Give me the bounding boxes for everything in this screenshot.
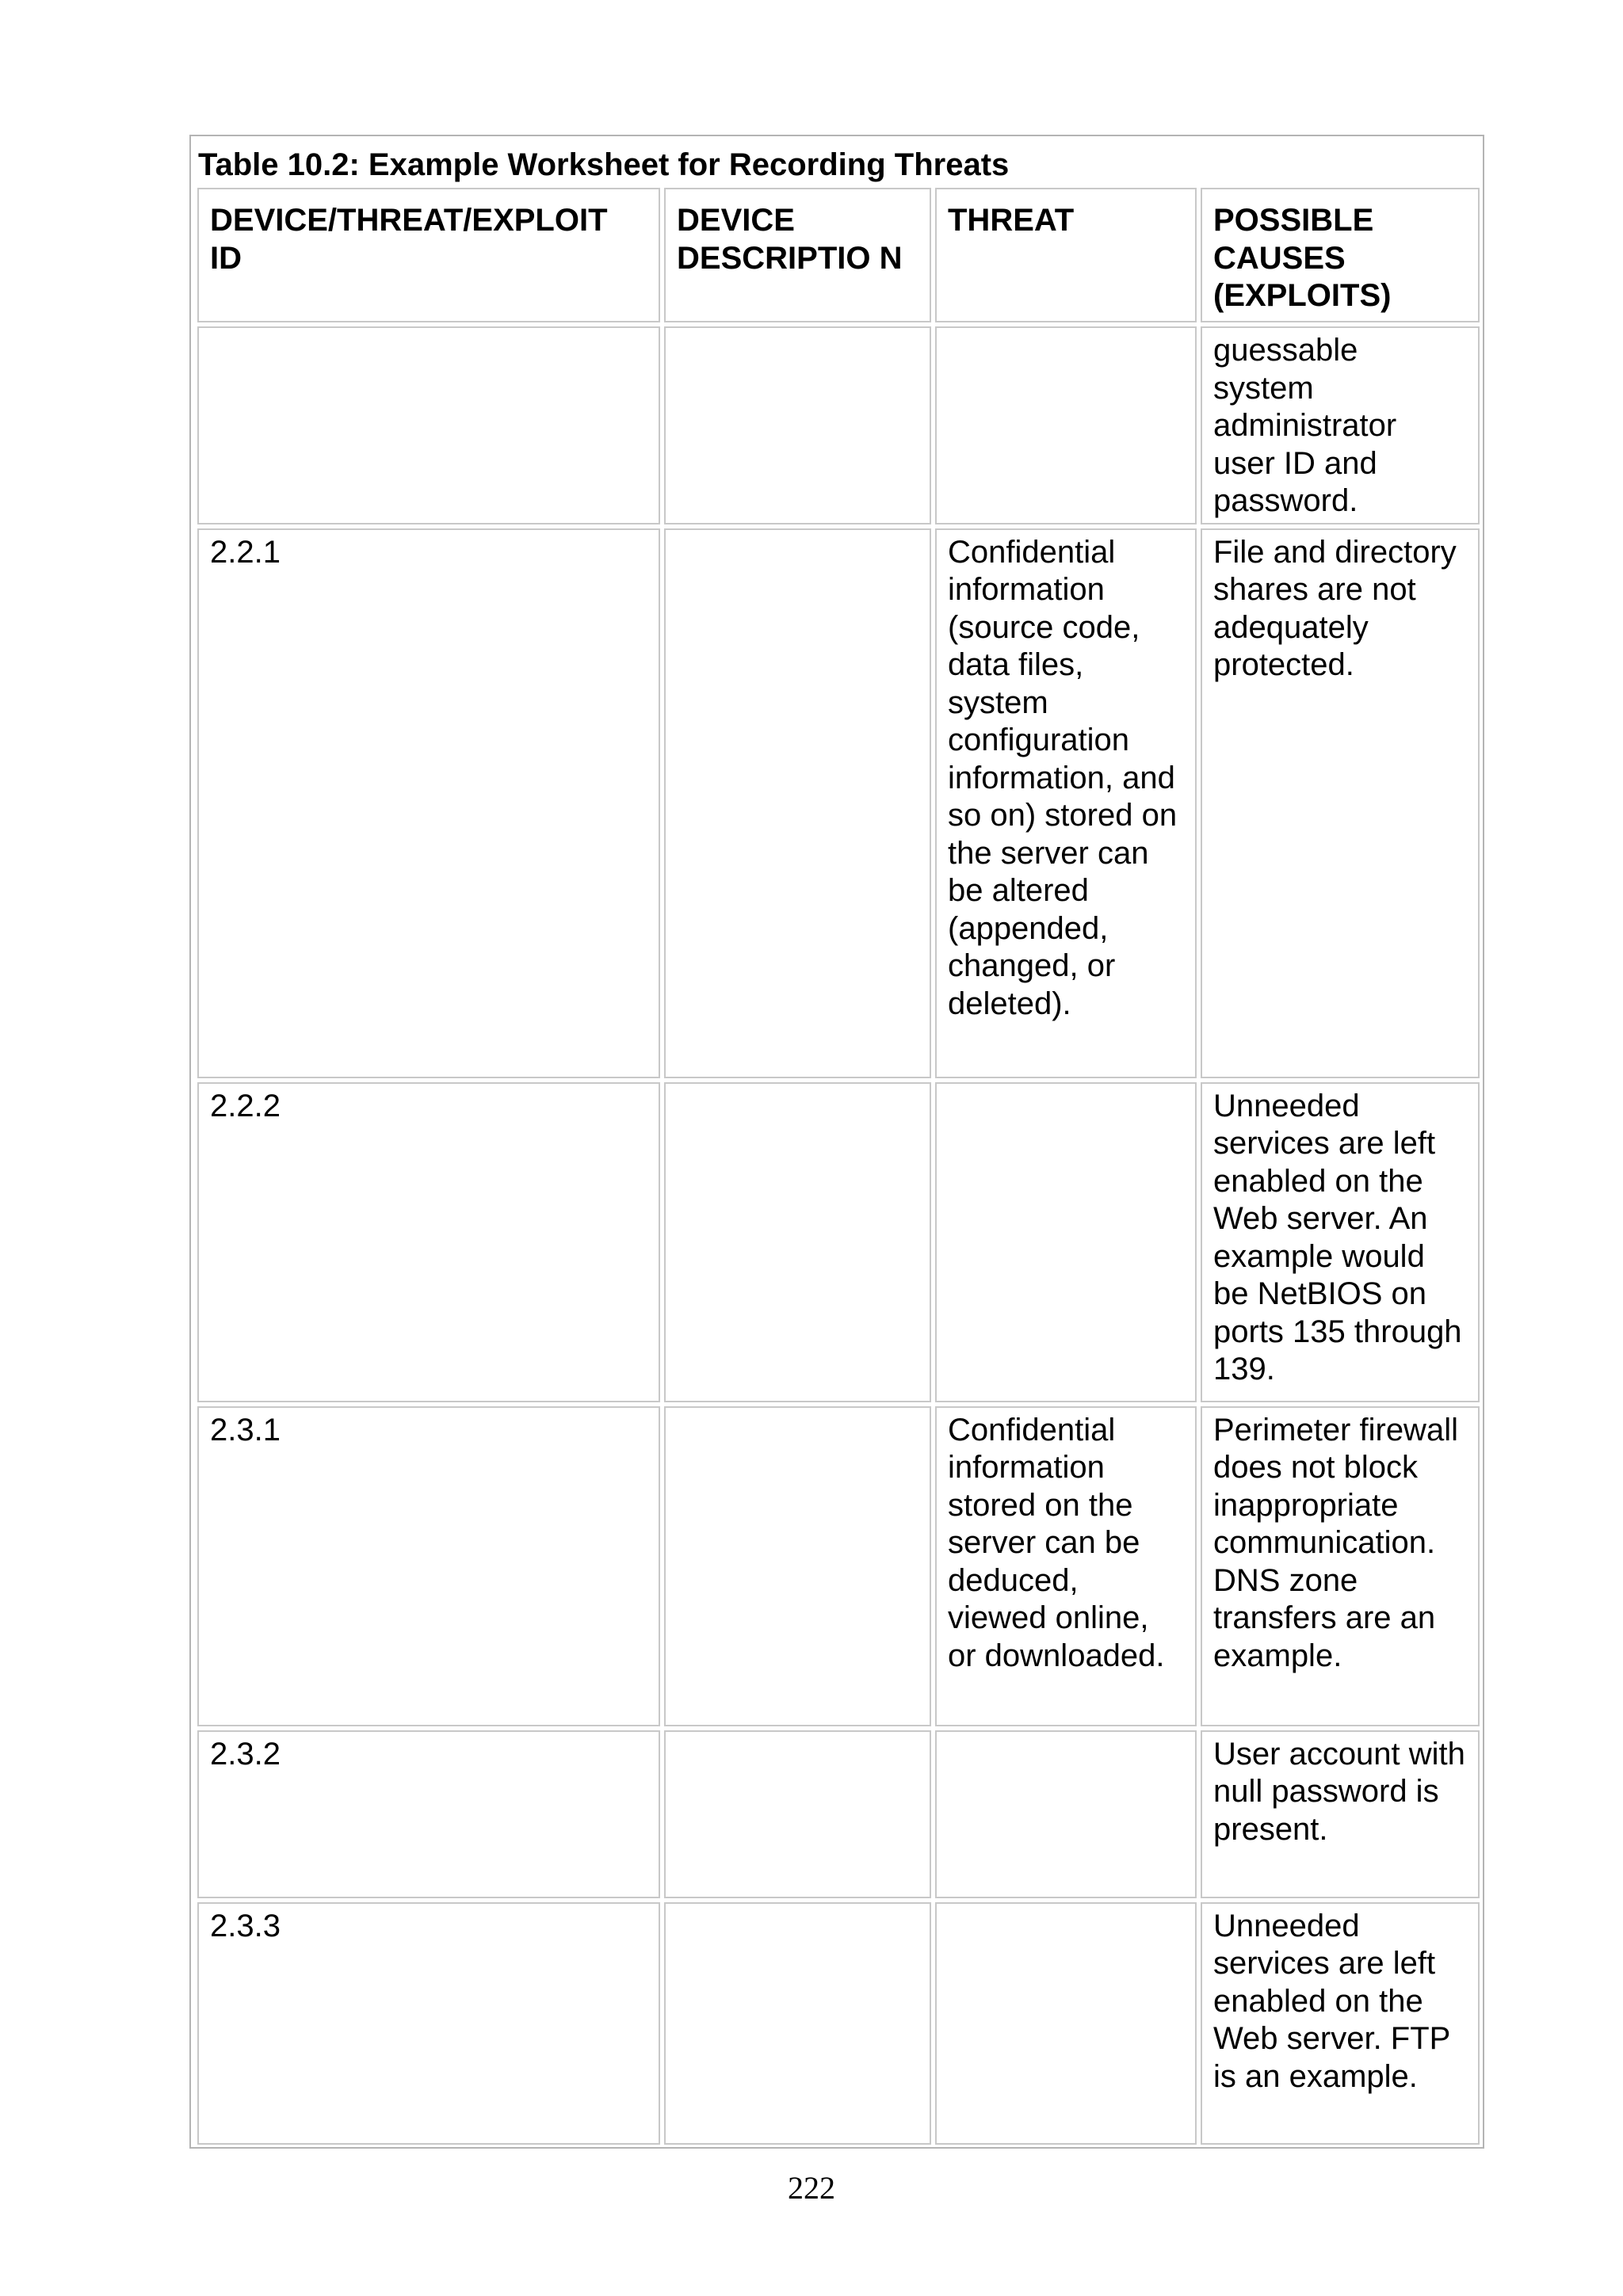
- cell-threat: Confidential information stored on the server can be deduced, viewed online, or downloaded.: [935, 1406, 1197, 1726]
- cell-causes: Perimeter firewall does not block inappropriate communication. DNS zone transfers are an example.: [1201, 1406, 1480, 1726]
- cell-id: 2.3.1: [197, 1406, 660, 1726]
- table-row: [197, 528, 1480, 1078]
- cell-threat: Confidential information (source code, data files, system configuration information, and so on) stored on the server can be altered (appended, changed, or deleted).: [935, 528, 1197, 1078]
- table-row: [197, 1082, 1480, 1402]
- cell-threat: [935, 1730, 1197, 1898]
- cell-device-description: [664, 1082, 931, 1402]
- cell-id: 2.2.2: [197, 1082, 660, 1402]
- table-row: [197, 1730, 1480, 1898]
- cell-causes: Unneeded services are left enabled on the Web server. An example would be NetBIOS on ports 135 through 139.: [1201, 1082, 1480, 1402]
- cell-device-description: [664, 528, 931, 1078]
- header-id: DEVICE/THREAT/EXPLOIT ID: [197, 188, 660, 322]
- worksheet-grid: [193, 184, 1484, 2149]
- cell-threat: [935, 1902, 1197, 2145]
- cell-causes: guessable system administrator user ID and password.: [1201, 326, 1480, 524]
- table-row: [197, 326, 1480, 524]
- cell-causes: Unneeded services are left enabled on the Web server. FTP is an example.: [1201, 1902, 1480, 2145]
- cell-id: 2.3.2: [197, 1730, 660, 1898]
- table-row: [197, 1406, 1480, 1726]
- cell-threat: [935, 326, 1197, 524]
- page-number: 222: [788, 2170, 835, 2206]
- cell-device-description: [664, 326, 931, 524]
- cell-causes: User account with null password is present.: [1201, 1730, 1480, 1898]
- cell-device-description: [664, 1902, 931, 2145]
- cell-causes: File and directory shares are not adequately protected.: [1201, 528, 1480, 1078]
- header-device-description: DEVICE DESCRIPTIO N: [664, 188, 931, 322]
- cell-id: 2.3.3: [197, 1902, 660, 2145]
- cell-device-description: [664, 1406, 931, 1726]
- cell-id: [197, 326, 660, 524]
- table-row: [197, 1902, 1480, 2145]
- cell-threat: [935, 1082, 1197, 1402]
- header-possible-causes: POSSIBLE CAUSES (EXPLOITS): [1201, 188, 1480, 322]
- threat-worksheet-table: [189, 135, 1484, 2149]
- header-row: [197, 188, 1480, 322]
- header-threat: THREAT: [935, 188, 1197, 322]
- cell-id: 2.2.1: [197, 528, 660, 1078]
- cell-device-description: [664, 1730, 931, 1898]
- table-caption: Table 10.2: Example Worksheet for Recording Threats: [198, 147, 1010, 182]
